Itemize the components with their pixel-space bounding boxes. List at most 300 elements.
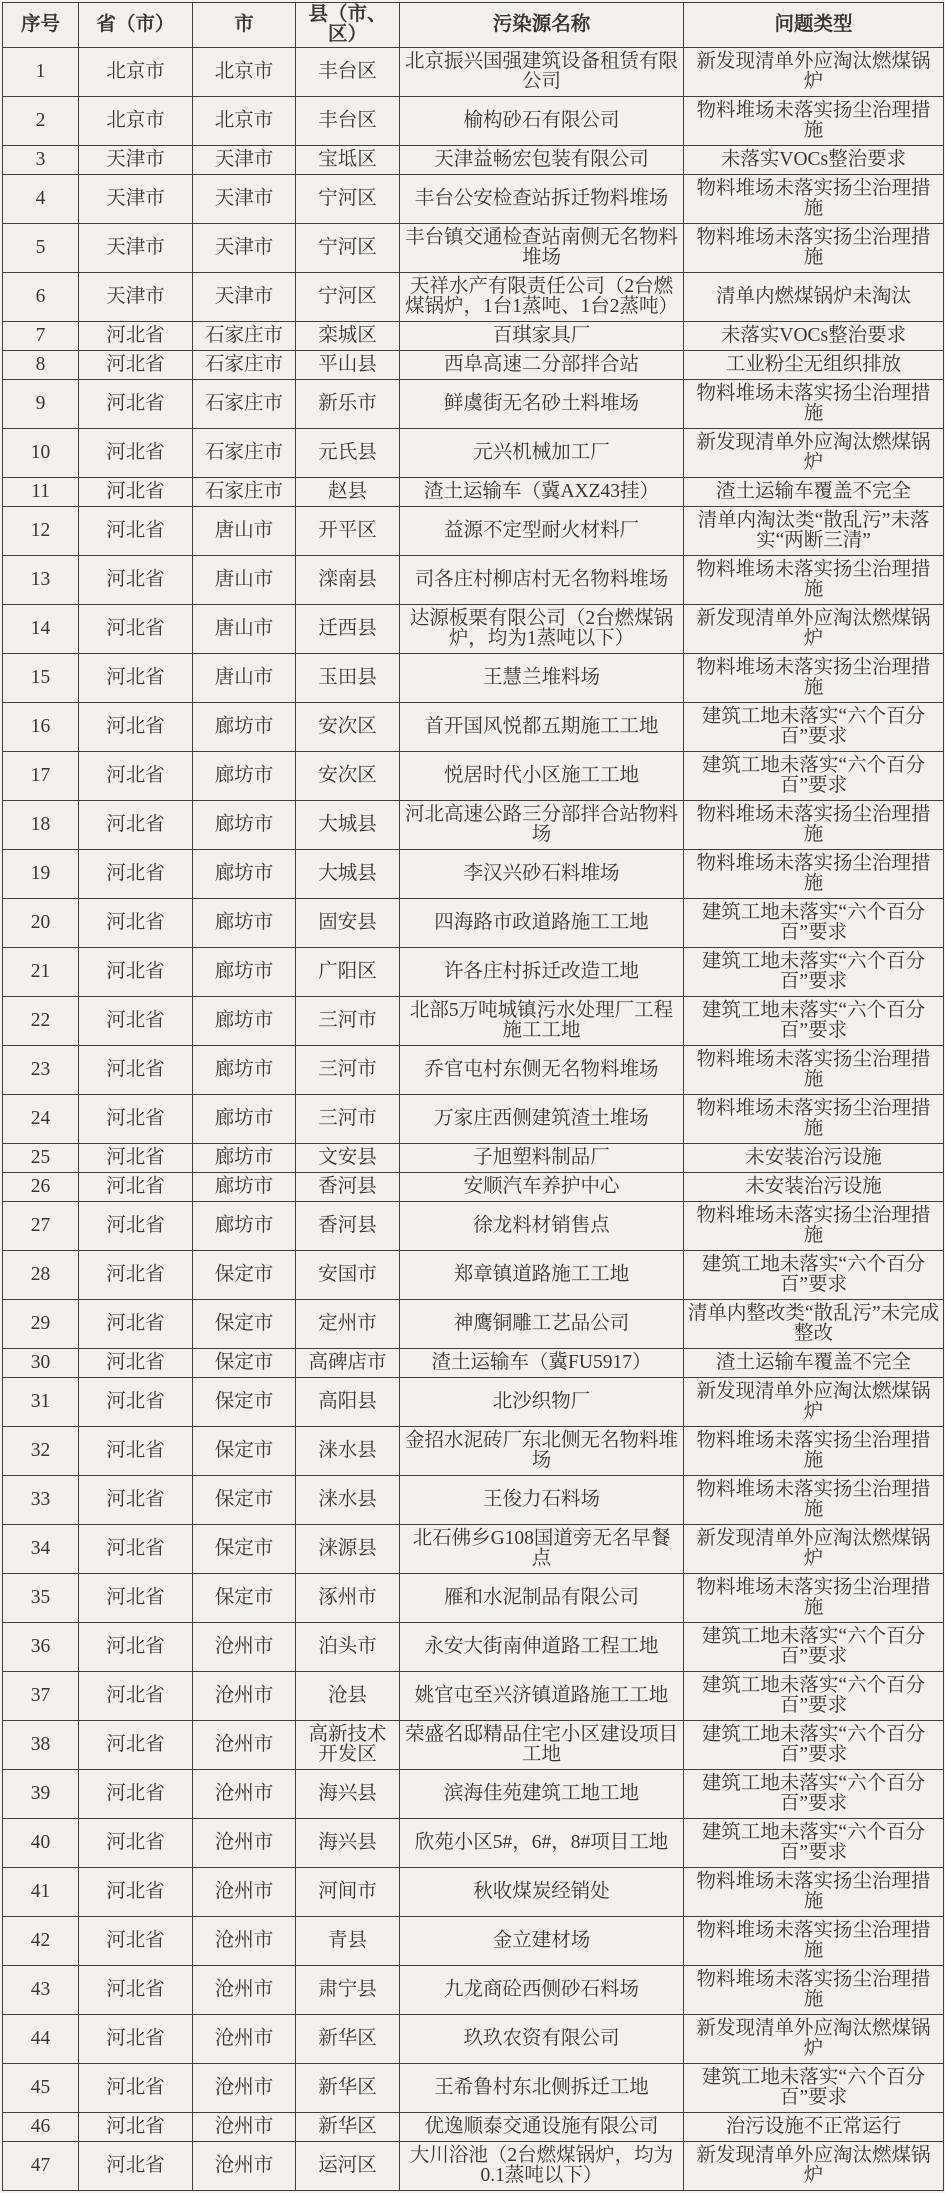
column-header-no: 序号: [3, 3, 79, 48]
cell-problem: 物料堆场未落实扬尘治理措施: [684, 1095, 944, 1144]
column-header-problem: 问题类型: [684, 3, 944, 48]
cell-city: 保定市: [193, 1476, 296, 1525]
cell-county: 青县: [296, 1917, 400, 1966]
table-row: [3, 2064, 944, 2113]
cell-problem: 建筑工地未落实“六个百分百”要求: [684, 1770, 944, 1819]
cell-province: 河北省: [79, 1349, 193, 1378]
cell-problem: 新发现清单外应淘汰燃煤锅炉: [684, 1525, 944, 1574]
cell-problem: 新发现清单外应淘汰燃煤锅炉: [684, 2015, 944, 2064]
cell-problem: 物料堆场未落实扬尘治理措施: [684, 654, 944, 703]
table-row: [3, 997, 944, 1046]
cell-no: 19: [3, 850, 79, 899]
table-row: [3, 556, 944, 605]
cell-source: 荣盛名邸精品住宅小区建设项目工地: [400, 1721, 684, 1770]
cell-province: 河北省: [79, 380, 193, 429]
cell-province: 河北省: [79, 1173, 193, 1202]
cell-no: 22: [3, 997, 79, 1046]
cell-source: 优逸顺泰交通设施有限公司: [400, 2113, 684, 2142]
cell-city: 沧州市: [193, 1721, 296, 1770]
cell-city: 廊坊市: [193, 752, 296, 801]
cell-county: 大城县: [296, 801, 400, 850]
cell-city: 保定市: [193, 1574, 296, 1623]
cell-problem: 未安装治污设施: [684, 1144, 944, 1173]
cell-city: 沧州市: [193, 1770, 296, 1819]
cell-no: 43: [3, 1966, 79, 2015]
cell-no: 33: [3, 1476, 79, 1525]
cell-county: 涞源县: [296, 1525, 400, 1574]
cell-province: 河北省: [79, 801, 193, 850]
cell-county: 涞水县: [296, 1476, 400, 1525]
cell-province: 河北省: [79, 605, 193, 654]
table-row: [3, 2015, 944, 2064]
cell-city: 沧州市: [193, 1966, 296, 2015]
cell-source: 欣苑小区5#，6#，8#项目工地: [400, 1819, 684, 1868]
cell-problem: 物料堆场未落实扬尘治理措施: [684, 1427, 944, 1476]
cell-problem: 物料堆场未落实扬尘治理措施: [684, 850, 944, 899]
cell-county: 肃宁县: [296, 1966, 400, 2015]
cell-county: 宁河区: [296, 273, 400, 322]
cell-source: 金立建材场: [400, 1917, 684, 1966]
cell-city: 廊坊市: [193, 1202, 296, 1251]
table-row: [3, 322, 944, 351]
table-row: [3, 1476, 944, 1525]
cell-province: 河北省: [79, 1917, 193, 1966]
cell-source: 北京振兴国强建筑设备租赁有限公司: [400, 48, 684, 97]
cell-province: 河北省: [79, 1144, 193, 1173]
cell-source: 司各庄村柳店村无名物料堆场: [400, 556, 684, 605]
table-row: [3, 146, 944, 175]
cell-province: 河北省: [79, 654, 193, 703]
cell-province: 河北省: [79, 507, 193, 556]
cell-no: 2: [3, 97, 79, 146]
column-header-city: 市: [193, 3, 296, 48]
table-row: [3, 1173, 944, 1202]
cell-source: 王慧兰堆料场: [400, 654, 684, 703]
cell-city: 石家庄市: [193, 351, 296, 380]
cell-city: 沧州市: [193, 2113, 296, 2142]
table-row: [3, 899, 944, 948]
cell-county: 新华区: [296, 2064, 400, 2113]
cell-city: 北京市: [193, 97, 296, 146]
cell-county: 宁河区: [296, 175, 400, 224]
cell-source: 徐龙料材销售点: [400, 1202, 684, 1251]
cell-source: 北沙织物厂: [400, 1378, 684, 1427]
cell-problem: 物料堆场未落实扬尘治理措施: [684, 1202, 944, 1251]
cell-city: 沧州市: [193, 2015, 296, 2064]
cell-province: 北京市: [79, 48, 193, 97]
cell-source: 雁和水泥制品有限公司: [400, 1574, 684, 1623]
cell-city: 沧州市: [193, 2142, 296, 2191]
cell-source: 西阜高速二分部拌合站: [400, 351, 684, 380]
cell-no: 37: [3, 1672, 79, 1721]
cell-problem: 物料堆场未落实扬尘治理措施: [684, 556, 944, 605]
cell-source: 鲜虞街无名砂土料堆场: [400, 380, 684, 429]
cell-source: 许各庄村拆迁改造工地: [400, 948, 684, 997]
cell-source: 安顺汽车养护中心: [400, 1173, 684, 1202]
cell-no: 13: [3, 556, 79, 605]
table-row: [3, 175, 944, 224]
cell-county: 滦南县: [296, 556, 400, 605]
cell-problem: 建筑工地未落实“六个百分百”要求: [684, 899, 944, 948]
cell-problem: 新发现清单外应淘汰燃煤锅炉: [684, 1378, 944, 1427]
cell-problem: 新发现清单外应淘汰燃煤锅炉: [684, 429, 944, 478]
cell-city: 廊坊市: [193, 1144, 296, 1173]
cell-city: 廊坊市: [193, 703, 296, 752]
cell-source: 渣土运输车（冀FU5917）: [400, 1349, 684, 1378]
cell-city: 廊坊市: [193, 1095, 296, 1144]
cell-county: 运河区: [296, 2142, 400, 2191]
cell-county: 宝坻区: [296, 146, 400, 175]
cell-province: 河北省: [79, 1476, 193, 1525]
cell-no: 47: [3, 2142, 79, 2191]
cell-city: 唐山市: [193, 654, 296, 703]
table-row: [3, 1427, 944, 1476]
cell-problem: 物料堆场未落实扬尘治理措施: [684, 1476, 944, 1525]
cell-county: 丰台区: [296, 48, 400, 97]
cell-province: 天津市: [79, 175, 193, 224]
cell-problem: 清单内整改类“散乱污”未完成整改: [684, 1300, 944, 1349]
cell-source: 丰台镇交通检查站南侧无名物料堆场: [400, 224, 684, 273]
cell-city: 唐山市: [193, 507, 296, 556]
cell-province: 河北省: [79, 1672, 193, 1721]
table-row: [3, 1819, 944, 1868]
cell-source: 榆构砂石有限公司: [400, 97, 684, 146]
table-row: [3, 1721, 944, 1770]
table-row: [3, 654, 944, 703]
cell-no: 9: [3, 380, 79, 429]
cell-problem: 建筑工地未落实“六个百分百”要求: [684, 1623, 944, 1672]
table-row: [3, 507, 944, 556]
cell-no: 5: [3, 224, 79, 273]
table-row: [3, 1574, 944, 1623]
cell-county: 高阳县: [296, 1378, 400, 1427]
cell-province: 天津市: [79, 146, 193, 175]
cell-problem: 清单内淘汰类“散乱污”未落实“两断三清”: [684, 507, 944, 556]
cell-no: 42: [3, 1917, 79, 1966]
cell-city: 石家庄市: [193, 380, 296, 429]
cell-province: 河北省: [79, 556, 193, 605]
cell-province: 天津市: [79, 224, 193, 273]
cell-county: 三河市: [296, 1095, 400, 1144]
cell-city: 沧州市: [193, 1672, 296, 1721]
table-row: [3, 1349, 944, 1378]
cell-source: 九龙商砼西侧砂石料场: [400, 1966, 684, 2015]
cell-city: 廊坊市: [193, 899, 296, 948]
cell-province: 河北省: [79, 1300, 193, 1349]
cell-city: 保定市: [193, 1427, 296, 1476]
cell-province: 河北省: [79, 1721, 193, 1770]
cell-county: 新华区: [296, 2015, 400, 2064]
cell-no: 29: [3, 1300, 79, 1349]
cell-problem: 未落实VOCs整治要求: [684, 146, 944, 175]
cell-source: 益源不定型耐火材料厂: [400, 507, 684, 556]
table-row: [3, 1144, 944, 1173]
table-row: [3, 1868, 944, 1917]
cell-problem: 清单内燃煤锅炉未淘汰: [684, 273, 944, 322]
cell-no: 24: [3, 1095, 79, 1144]
cell-no: 46: [3, 2113, 79, 2142]
cell-county: 广阳区: [296, 948, 400, 997]
cell-city: 沧州市: [193, 1623, 296, 1672]
column-header-source: 污染源名称: [400, 3, 684, 48]
cell-source: 子旭塑料制品厂: [400, 1144, 684, 1173]
cell-province: 河北省: [79, 1095, 193, 1144]
cell-no: 28: [3, 1251, 79, 1300]
cell-source: 永安大街南伸道路工程工地: [400, 1623, 684, 1672]
cell-no: 4: [3, 175, 79, 224]
cell-province: 河北省: [79, 1202, 193, 1251]
table-row: [3, 1917, 944, 1966]
cell-source: 天津益畅宏包装有限公司: [400, 146, 684, 175]
cell-no: 27: [3, 1202, 79, 1251]
cell-no: 21: [3, 948, 79, 997]
table-row: [3, 752, 944, 801]
cell-province: 河北省: [79, 322, 193, 351]
table-row: [3, 478, 944, 507]
cell-province: 河北省: [79, 1251, 193, 1300]
cell-city: 廊坊市: [193, 1046, 296, 1095]
cell-no: 38: [3, 1721, 79, 1770]
cell-city: 天津市: [193, 224, 296, 273]
cell-problem: 渣土运输车覆盖不完全: [684, 1349, 944, 1378]
cell-no: 18: [3, 801, 79, 850]
cell-county: 安国市: [296, 1251, 400, 1300]
cell-source: 首开国风悦都五期施工工地: [400, 703, 684, 752]
pollution-source-table: [2, 2, 944, 2191]
table-row: [3, 605, 944, 654]
cell-problem: 建筑工地未落实“六个百分百”要求: [684, 1251, 944, 1300]
table-row: [3, 429, 944, 478]
cell-province: 天津市: [79, 273, 193, 322]
cell-county: 安次区: [296, 752, 400, 801]
cell-problem: 物料堆场未落实扬尘治理措施: [684, 801, 944, 850]
cell-city: 石家庄市: [193, 429, 296, 478]
cell-province: 河北省: [79, 1819, 193, 1868]
cell-problem: 未落实VOCs整治要求: [684, 322, 944, 351]
cell-county: 迁西县: [296, 605, 400, 654]
cell-problem: 新发现清单外应淘汰燃煤锅炉: [684, 2142, 944, 2191]
cell-county: 香河县: [296, 1202, 400, 1251]
cell-no: 6: [3, 273, 79, 322]
cell-source: 丰台公安检查站拆迁物料堆场: [400, 175, 684, 224]
cell-source: 达源板栗有限公司（2台燃煤锅炉，均为1蒸吨以下）: [400, 605, 684, 654]
table-row: [3, 2113, 944, 2142]
cell-source: 百琪家具厂: [400, 322, 684, 351]
cell-province: 河北省: [79, 1868, 193, 1917]
cell-source: 北石佛乡G108国道旁无名早餐点: [400, 1525, 684, 1574]
cell-city: 保定市: [193, 1525, 296, 1574]
cell-city: 廊坊市: [193, 850, 296, 899]
cell-source: 神鹰铜雕工艺品公司: [400, 1300, 684, 1349]
table-row: [3, 1300, 944, 1349]
cell-source: 悦居时代小区施工工地: [400, 752, 684, 801]
cell-source: 姚官屯至兴济镇道路施工工地: [400, 1672, 684, 1721]
cell-province: 河北省: [79, 752, 193, 801]
table-row: [3, 850, 944, 899]
cell-problem: 新发现清单外应淘汰燃煤锅炉: [684, 605, 944, 654]
cell-no: 12: [3, 507, 79, 556]
cell-county: 固安县: [296, 899, 400, 948]
cell-county: 三河市: [296, 1046, 400, 1095]
cell-no: 10: [3, 429, 79, 478]
cell-no: 20: [3, 899, 79, 948]
cell-city: 天津市: [193, 273, 296, 322]
cell-problem: 建筑工地未落实“六个百分百”要求: [684, 752, 944, 801]
cell-province: 河北省: [79, 1623, 193, 1672]
table-row: [3, 1623, 944, 1672]
cell-source: 北部5万吨城镇污水处理厂工程施工工地: [400, 997, 684, 1046]
cell-source: 乔官屯村东侧无名物料堆场: [400, 1046, 684, 1095]
cell-county: 沧县: [296, 1672, 400, 1721]
table-row: [3, 1202, 944, 1251]
cell-county: 新乐市: [296, 380, 400, 429]
column-header-province: 省（市）: [79, 3, 193, 48]
cell-province: 河北省: [79, 351, 193, 380]
cell-province: 河北省: [79, 478, 193, 507]
cell-city: 廊坊市: [193, 948, 296, 997]
cell-problem: 物料堆场未落实扬尘治理措施: [684, 1574, 944, 1623]
cell-problem: 渣土运输车覆盖不完全: [684, 478, 944, 507]
cell-county: 香河县: [296, 1173, 400, 1202]
cell-no: 3: [3, 146, 79, 175]
cell-province: 河北省: [79, 948, 193, 997]
cell-county: 大城县: [296, 850, 400, 899]
cell-county: 文安县: [296, 1144, 400, 1173]
cell-no: 8: [3, 351, 79, 380]
cell-no: 40: [3, 1819, 79, 1868]
cell-province: 河北省: [79, 2113, 193, 2142]
cell-county: 涿州市: [296, 1574, 400, 1623]
table-row: [3, 1770, 944, 1819]
cell-no: 30: [3, 1349, 79, 1378]
pollution-table-body: [3, 48, 944, 2191]
cell-source: 元兴机械加工厂: [400, 429, 684, 478]
cell-city: 廊坊市: [193, 997, 296, 1046]
cell-no: 32: [3, 1427, 79, 1476]
cell-problem: 建筑工地未落实“六个百分百”要求: [684, 1672, 944, 1721]
cell-province: 河北省: [79, 429, 193, 478]
cell-no: 16: [3, 703, 79, 752]
table-row: [3, 2142, 944, 2191]
cell-city: 石家庄市: [193, 478, 296, 507]
cell-no: 11: [3, 478, 79, 507]
cell-city: 保定市: [193, 1378, 296, 1427]
cell-problem: 建筑工地未落实“六个百分百”要求: [684, 1721, 944, 1770]
cell-county: 涞水县: [296, 1427, 400, 1476]
table-row: [3, 1966, 944, 2015]
cell-city: 沧州市: [193, 1868, 296, 1917]
cell-province: 河北省: [79, 1525, 193, 1574]
cell-problem: 建筑工地未落实“六个百分百”要求: [684, 997, 944, 1046]
table-row: [3, 1378, 944, 1427]
cell-source: 秋收煤炭经销处: [400, 1868, 684, 1917]
cell-source: 天祥水产有限责任公司（2台燃煤锅炉，1台1蒸吨、1台2蒸吨）: [400, 273, 684, 322]
cell-province: 河北省: [79, 1966, 193, 2015]
cell-problem: 物料堆场未落实扬尘治理措施: [684, 380, 944, 429]
cell-no: 34: [3, 1525, 79, 1574]
cell-county: 河间市: [296, 1868, 400, 1917]
cell-source: 金招水泥砖厂东北侧无名物料堆场: [400, 1427, 684, 1476]
table-row: [3, 380, 944, 429]
cell-no: 39: [3, 1770, 79, 1819]
table-row: [3, 801, 944, 850]
cell-problem: 物料堆场未落实扬尘治理措施: [684, 1046, 944, 1095]
cell-city: 保定市: [193, 1300, 296, 1349]
cell-problem: 治污设施不正常运行: [684, 2113, 944, 2142]
cell-no: 23: [3, 1046, 79, 1095]
cell-problem: 建筑工地未落实“六个百分百”要求: [684, 703, 944, 752]
cell-city: 沧州市: [193, 1819, 296, 1868]
cell-no: 36: [3, 1623, 79, 1672]
cell-county: 玉田县: [296, 654, 400, 703]
cell-problem: 未安装治污设施: [684, 1173, 944, 1202]
cell-no: 44: [3, 2015, 79, 2064]
table-row: [3, 1046, 944, 1095]
cell-county: 海兴县: [296, 1819, 400, 1868]
cell-province: 河北省: [79, 1770, 193, 1819]
cell-city: 保定市: [193, 1349, 296, 1378]
table-row: [3, 97, 944, 146]
cell-city: 保定市: [193, 1251, 296, 1300]
cell-province: 河北省: [79, 997, 193, 1046]
cell-county: 泊头市: [296, 1623, 400, 1672]
cell-city: 沧州市: [193, 1917, 296, 1966]
cell-no: 15: [3, 654, 79, 703]
table-row: [3, 351, 944, 380]
cell-city: 沧州市: [193, 2064, 296, 2113]
cell-no: 25: [3, 1144, 79, 1173]
cell-problem: 建筑工地未落实“六个百分百”要求: [684, 948, 944, 997]
cell-source: 大川浴池（2台燃煤锅炉，均为0.1蒸吨以下）: [400, 2142, 684, 2191]
cell-city: 廊坊市: [193, 801, 296, 850]
table-row: [3, 948, 944, 997]
cell-source: 万家庄西侧建筑渣土堆场: [400, 1095, 684, 1144]
cell-source: 玖玖农资有限公司: [400, 2015, 684, 2064]
cell-city: 廊坊市: [193, 1173, 296, 1202]
cell-source: 郑章镇道路施工工地: [400, 1251, 684, 1300]
cell-problem: 建筑工地未落实“六个百分百”要求: [684, 1819, 944, 1868]
table-row: [3, 273, 944, 322]
cell-county: 定州市: [296, 1300, 400, 1349]
table-row: [3, 1672, 944, 1721]
table-row: [3, 48, 944, 97]
cell-province: 河北省: [79, 2015, 193, 2064]
cell-province: 河北省: [79, 2064, 193, 2113]
cell-problem: 物料堆场未落实扬尘治理措施: [684, 1966, 944, 2015]
cell-no: 31: [3, 1378, 79, 1427]
table-row: [3, 224, 944, 273]
cell-county: 开平区: [296, 507, 400, 556]
table-row: [3, 1095, 944, 1144]
cell-no: 35: [3, 1574, 79, 1623]
cell-source: 王俊力石料场: [400, 1476, 684, 1525]
cell-county: 新华区: [296, 2113, 400, 2142]
cell-source: 河北高速公路三分部拌合站物料场: [400, 801, 684, 850]
cell-source: 王希鲁村东北侧拆迁工地: [400, 2064, 684, 2113]
cell-province: 河北省: [79, 850, 193, 899]
cell-no: 17: [3, 752, 79, 801]
cell-province: 河北省: [79, 1378, 193, 1427]
cell-no: 41: [3, 1868, 79, 1917]
cell-province: 河北省: [79, 1574, 193, 1623]
cell-county: 安次区: [296, 703, 400, 752]
cell-province: 河北省: [79, 2142, 193, 2191]
cell-problem: 工业粉尘无组织排放: [684, 351, 944, 380]
cell-county: 海兴县: [296, 1770, 400, 1819]
cell-city: 天津市: [193, 146, 296, 175]
table-header-row: [3, 3, 944, 48]
table-row: [3, 1251, 944, 1300]
